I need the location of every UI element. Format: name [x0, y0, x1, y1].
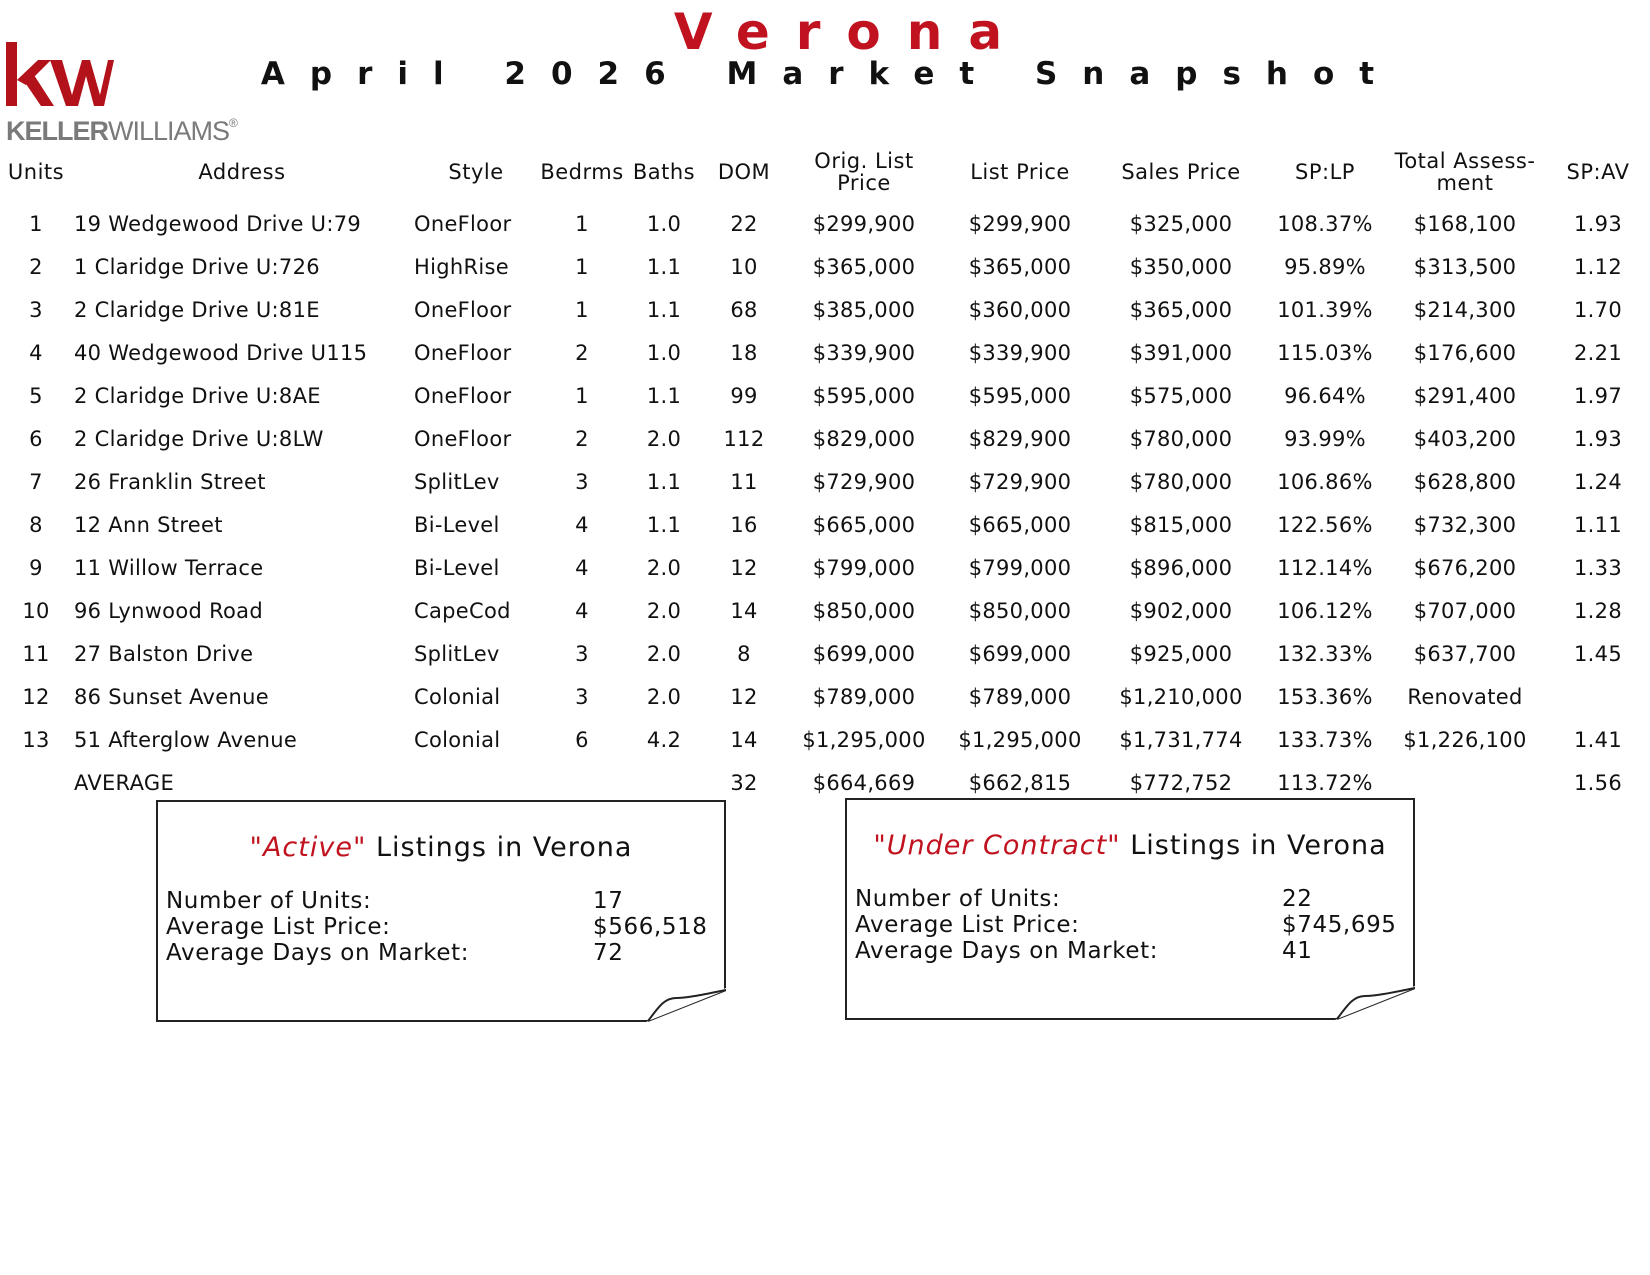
cell-sp-av: 1.11: [1574, 512, 1622, 537]
col-dom: DOM: [717, 160, 771, 184]
cell-dom: 11: [730, 469, 758, 494]
cell-style: OneFloor: [414, 297, 512, 322]
cell-sp-lp: 132.33%: [1277, 641, 1373, 666]
cell-orig-list: $385,000: [812, 297, 916, 322]
col-sp-lp: SP:LP: [1295, 160, 1355, 184]
cell-baths: 2.0: [646, 426, 682, 451]
cell-sales-price: $780,000: [1129, 426, 1233, 451]
cell-unit: 4: [29, 340, 43, 365]
cell-bedrms: 3: [575, 684, 589, 709]
uc-avg-dom-value: 41: [1282, 938, 1313, 964]
cell-sales-price: $575,000: [1129, 383, 1233, 408]
table-row: [0, 460, 1650, 503]
cell-orig-list: $699,000: [812, 641, 916, 666]
cell-total-assessment: $214,300: [1413, 297, 1517, 322]
cell-dom: 68: [730, 297, 758, 322]
cell-list-price: $1,295,000: [958, 727, 1082, 752]
cell-list-price: $829,900: [968, 426, 1072, 451]
cell-sp-av: 1.93: [1574, 426, 1622, 451]
cell-bedrms: 3: [575, 469, 589, 494]
cell-orig-list: $850,000: [812, 598, 916, 623]
cell-sales-price: $780,000: [1129, 469, 1233, 494]
active-avg-list-value: $566,518: [593, 914, 708, 940]
cell-total-assessment: $168,100: [1413, 211, 1517, 236]
cell-total-assessment: $637,700: [1413, 641, 1517, 666]
uc-avg-list-label: Average List Price:: [855, 912, 1080, 938]
under-contract-heading: "Under Contract" Listings in Verona: [873, 830, 1387, 861]
cell-dom: 112: [723, 426, 765, 451]
col-sales-price: Sales Price: [1121, 160, 1241, 184]
col-baths: Baths: [632, 160, 696, 184]
cell-style: SplitLev: [414, 641, 500, 666]
col-style: Style: [448, 160, 504, 184]
active-units-label: Number of Units:: [166, 888, 372, 914]
table-row: [0, 288, 1650, 331]
cell-total-assessment: $732,300: [1413, 512, 1517, 537]
cell-address: 40 Wedgewood Drive U115: [74, 340, 368, 365]
uc-units-value: 22: [1282, 886, 1313, 912]
table-row: [0, 503, 1650, 546]
cell-sales-price: $896,000: [1129, 555, 1233, 580]
cell-sp-lp: 153.36%: [1277, 684, 1373, 709]
table-row: [0, 718, 1650, 761]
active-listings-heading: "Active" Listings in Verona: [249, 832, 633, 863]
cell-bedrms: 1: [575, 383, 589, 408]
cell-baths: 1.1: [646, 254, 682, 279]
cell-address: 27 Balston Drive: [74, 641, 254, 666]
table-row: [0, 632, 1650, 675]
cell-total-assessment: $707,000: [1413, 598, 1517, 623]
city-title: Verona: [673, 3, 1029, 61]
cell-dom: 12: [730, 684, 758, 709]
average-sp-av: 1.56: [1574, 770, 1622, 795]
cell-style: OneFloor: [414, 383, 512, 408]
cell-baths: 1.0: [646, 340, 682, 365]
cell-bedrms: 1: [575, 211, 589, 236]
cell-sp-lp: 95.89%: [1284, 254, 1366, 279]
cell-orig-list: $799,000: [812, 555, 916, 580]
col-address: Address: [198, 160, 286, 184]
active-avg-dom-label: Average Days on Market:: [166, 940, 470, 966]
table-body: [0, 202, 1650, 761]
cell-style: OneFloor: [414, 211, 512, 236]
cell-total-assessment: $676,200: [1413, 555, 1517, 580]
cell-address: 2 Claridge Drive U:81E: [74, 297, 320, 322]
active-units-value: 17: [593, 888, 624, 914]
cell-style: Colonial: [414, 684, 501, 709]
cell-sales-price: $325,000: [1129, 211, 1233, 236]
cell-baths: 4.2: [646, 727, 682, 752]
cell-dom: 14: [730, 727, 758, 752]
cell-unit: 10: [22, 598, 50, 623]
cell-sp-lp: 96.64%: [1284, 383, 1366, 408]
cell-dom: 14: [730, 598, 758, 623]
cell-sp-lp: 133.73%: [1277, 727, 1373, 752]
table-row: [0, 374, 1650, 417]
cell-sales-price: $1,210,000: [1119, 684, 1243, 709]
active-avg-dom-value: 72: [593, 940, 624, 966]
cell-sp-av: 1.93: [1574, 211, 1622, 236]
cell-sales-price: $902,000: [1129, 598, 1233, 623]
cell-orig-list: $729,900: [812, 469, 916, 494]
cell-style: Bi-Level: [414, 555, 500, 580]
cell-sp-lp: 106.12%: [1277, 598, 1373, 623]
cell-unit: 7: [29, 469, 43, 494]
cell-list-price: $729,900: [968, 469, 1072, 494]
uc-avg-dom-label: Average Days on Market:: [855, 938, 1159, 964]
cell-bedrms: 4: [575, 598, 589, 623]
cell-unit: 3: [29, 297, 43, 322]
cell-total-assessment: $628,800: [1413, 469, 1517, 494]
col-bedrms: Bedrms: [540, 160, 624, 184]
cell-bedrms: 6: [575, 727, 589, 752]
cell-list-price: $365,000: [968, 254, 1072, 279]
cell-style: Colonial: [414, 727, 501, 752]
cell-address: 86 Sunset Avenue: [74, 684, 269, 709]
keller-williams-wordmark: KELLERWILLIAMS®: [6, 116, 237, 146]
cell-total-assessment: $291,400: [1413, 383, 1517, 408]
cell-sales-price: $1,731,774: [1119, 727, 1243, 752]
cell-unit: 13: [22, 727, 50, 752]
page-curl-icon: [1335, 986, 1415, 1020]
cell-address: 12 Ann Street: [74, 512, 223, 537]
average-dom: 32: [730, 770, 758, 795]
cell-orig-list: $365,000: [812, 254, 916, 279]
cell-bedrms: 4: [575, 555, 589, 580]
cell-baths: 1.1: [646, 469, 682, 494]
cell-sp-lp: 106.86%: [1277, 469, 1373, 494]
table-row: [0, 202, 1650, 245]
table-header: [0, 142, 1650, 202]
cell-style: OneFloor: [414, 426, 512, 451]
cell-orig-list: $339,900: [812, 340, 916, 365]
cell-baths: 1.1: [646, 512, 682, 537]
average-list-price: $662,815: [968, 770, 1072, 795]
cell-dom: 10: [730, 254, 758, 279]
cell-unit: 9: [29, 555, 43, 580]
cell-address: 26 Franklin Street: [74, 469, 266, 494]
col-orig-list-price: Orig. List Price: [814, 149, 914, 195]
cell-baths: 1.1: [646, 297, 682, 322]
table-row: [0, 331, 1650, 374]
cell-unit: 12: [22, 684, 50, 709]
cell-baths: 2.0: [646, 555, 682, 580]
cell-address: 1 Claridge Drive U:726: [74, 254, 320, 279]
active-listings-card: [156, 800, 726, 1022]
cell-total-assessment: $313,500: [1413, 254, 1517, 279]
cell-sp-av: 1.97: [1574, 383, 1622, 408]
page-curl-icon: [646, 988, 726, 1022]
cell-unit: 1: [29, 211, 43, 236]
col-total-assessment: Total Assess- ment: [1394, 149, 1536, 195]
table-row: [0, 675, 1650, 718]
cell-sales-price: $350,000: [1129, 254, 1233, 279]
cell-style: SplitLev: [414, 469, 500, 494]
cell-bedrms: 1: [575, 254, 589, 279]
table-row: [0, 546, 1650, 589]
cell-unit: 2: [29, 254, 43, 279]
cell-baths: 2.0: [646, 684, 682, 709]
cell-sp-av: [1546, 675, 1650, 718]
cell-unit: 5: [29, 383, 43, 408]
cell-sp-av: 1.33: [1574, 555, 1622, 580]
cell-orig-list: $299,900: [812, 211, 916, 236]
cell-list-price: $299,900: [968, 211, 1072, 236]
cell-total-assessment: $176,600: [1413, 340, 1517, 365]
cell-sp-lp: 122.56%: [1277, 512, 1373, 537]
cell-list-price: $665,000: [968, 512, 1072, 537]
cell-total-assessment: $1,226,100: [1403, 727, 1527, 752]
cell-sp-lp: 115.03%: [1277, 340, 1373, 365]
cell-address: 96 Lynwood Road: [74, 598, 263, 623]
cell-style: Bi-Level: [414, 512, 500, 537]
cell-bedrms: 2: [575, 340, 589, 365]
cell-address: 51 Afterglow Avenue: [74, 727, 298, 752]
col-units: Units: [7, 160, 65, 184]
cell-total-assessment: Renovated: [1407, 684, 1523, 709]
cell-sp-av: 1.41: [1574, 727, 1622, 752]
cell-sp-av: 1.24: [1574, 469, 1622, 494]
cell-baths: 2.0: [646, 641, 682, 666]
cell-orig-list: $595,000: [812, 383, 916, 408]
cell-sp-lp: 101.39%: [1277, 297, 1373, 322]
cell-orig-list: $1,295,000: [802, 727, 926, 752]
cell-address: 11 Willow Terrace: [74, 555, 264, 580]
cell-bedrms: 1: [575, 297, 589, 322]
cell-dom: 99: [730, 383, 758, 408]
cell-sp-av: 1.28: [1574, 598, 1622, 623]
cell-list-price: $339,900: [968, 340, 1072, 365]
col-list-price: List Price: [970, 160, 1070, 184]
cell-orig-list: $829,000: [812, 426, 916, 451]
cell-unit: 11: [22, 641, 50, 666]
sold-listings-table: [0, 142, 1650, 804]
cell-dom: 12: [730, 555, 758, 580]
cell-baths: 1.0: [646, 211, 682, 236]
cell-sp-av: 1.12: [1574, 254, 1622, 279]
cell-address: 19 Wedgewood Drive U:79: [74, 211, 362, 236]
cell-unit: 6: [29, 426, 43, 451]
cell-sales-price: $925,000: [1129, 641, 1233, 666]
cell-baths: 2.0: [646, 598, 682, 623]
cell-sales-price: $815,000: [1129, 512, 1233, 537]
cell-bedrms: 2: [575, 426, 589, 451]
cell-baths: 1.1: [646, 383, 682, 408]
cell-sp-av: 1.45: [1574, 641, 1622, 666]
cell-list-price: $850,000: [968, 598, 1072, 623]
cell-list-price: $360,000: [968, 297, 1072, 322]
active-avg-list-label: Average List Price:: [166, 914, 391, 940]
cell-orig-list: $665,000: [812, 512, 916, 537]
cell-dom: 16: [730, 512, 758, 537]
cell-dom: 22: [730, 211, 758, 236]
average-label: AVERAGE: [74, 770, 175, 795]
cell-sp-lp: 93.99%: [1284, 426, 1366, 451]
under-contract-stats: [855, 886, 1397, 964]
cell-bedrms: 3: [575, 641, 589, 666]
cell-dom: 8: [737, 641, 751, 666]
under-contract-listings-card: [845, 798, 1415, 1020]
cell-sp-av: 2.21: [1574, 340, 1622, 365]
table-row: [0, 417, 1650, 460]
active-listings-stats: [166, 888, 708, 966]
cell-sp-lp: 108.37%: [1277, 211, 1373, 236]
cell-address: 2 Claridge Drive U:8LW: [74, 426, 324, 451]
cell-sales-price: $365,000: [1129, 297, 1233, 322]
cell-unit: 8: [29, 512, 43, 537]
average-orig-list: $664,669: [812, 770, 916, 795]
uc-units-label: Number of Units:: [855, 886, 1061, 912]
table-row: [0, 589, 1650, 632]
table-row: [0, 245, 1650, 288]
cell-sales-price: $391,000: [1129, 340, 1233, 365]
cell-sp-av: 1.70: [1574, 297, 1622, 322]
cell-orig-list: $789,000: [812, 684, 916, 709]
cell-style: OneFloor: [414, 340, 512, 365]
average-sales-price: $772,752: [1129, 770, 1233, 795]
cell-list-price: $799,000: [968, 555, 1072, 580]
snapshot-subtitle: April 2026 Market Snapshot: [260, 56, 1400, 92]
cell-address: 2 Claridge Drive U:8AE: [74, 383, 321, 408]
uc-avg-list-value: $745,695: [1282, 912, 1397, 938]
cell-style: CapeCod: [414, 598, 511, 623]
cell-total-assessment: $403,200: [1413, 426, 1517, 451]
cell-dom: 18: [730, 340, 758, 365]
cell-list-price: $789,000: [968, 684, 1072, 709]
average-sp-lp: 113.72%: [1277, 770, 1373, 795]
cell-bedrms: 4: [575, 512, 589, 537]
cell-list-price: $595,000: [968, 383, 1072, 408]
col-sp-av: SP:AV: [1566, 160, 1630, 184]
cell-list-price: $699,000: [968, 641, 1072, 666]
cell-style: HighRise: [414, 254, 509, 279]
cell-sp-lp: 112.14%: [1277, 555, 1373, 580]
